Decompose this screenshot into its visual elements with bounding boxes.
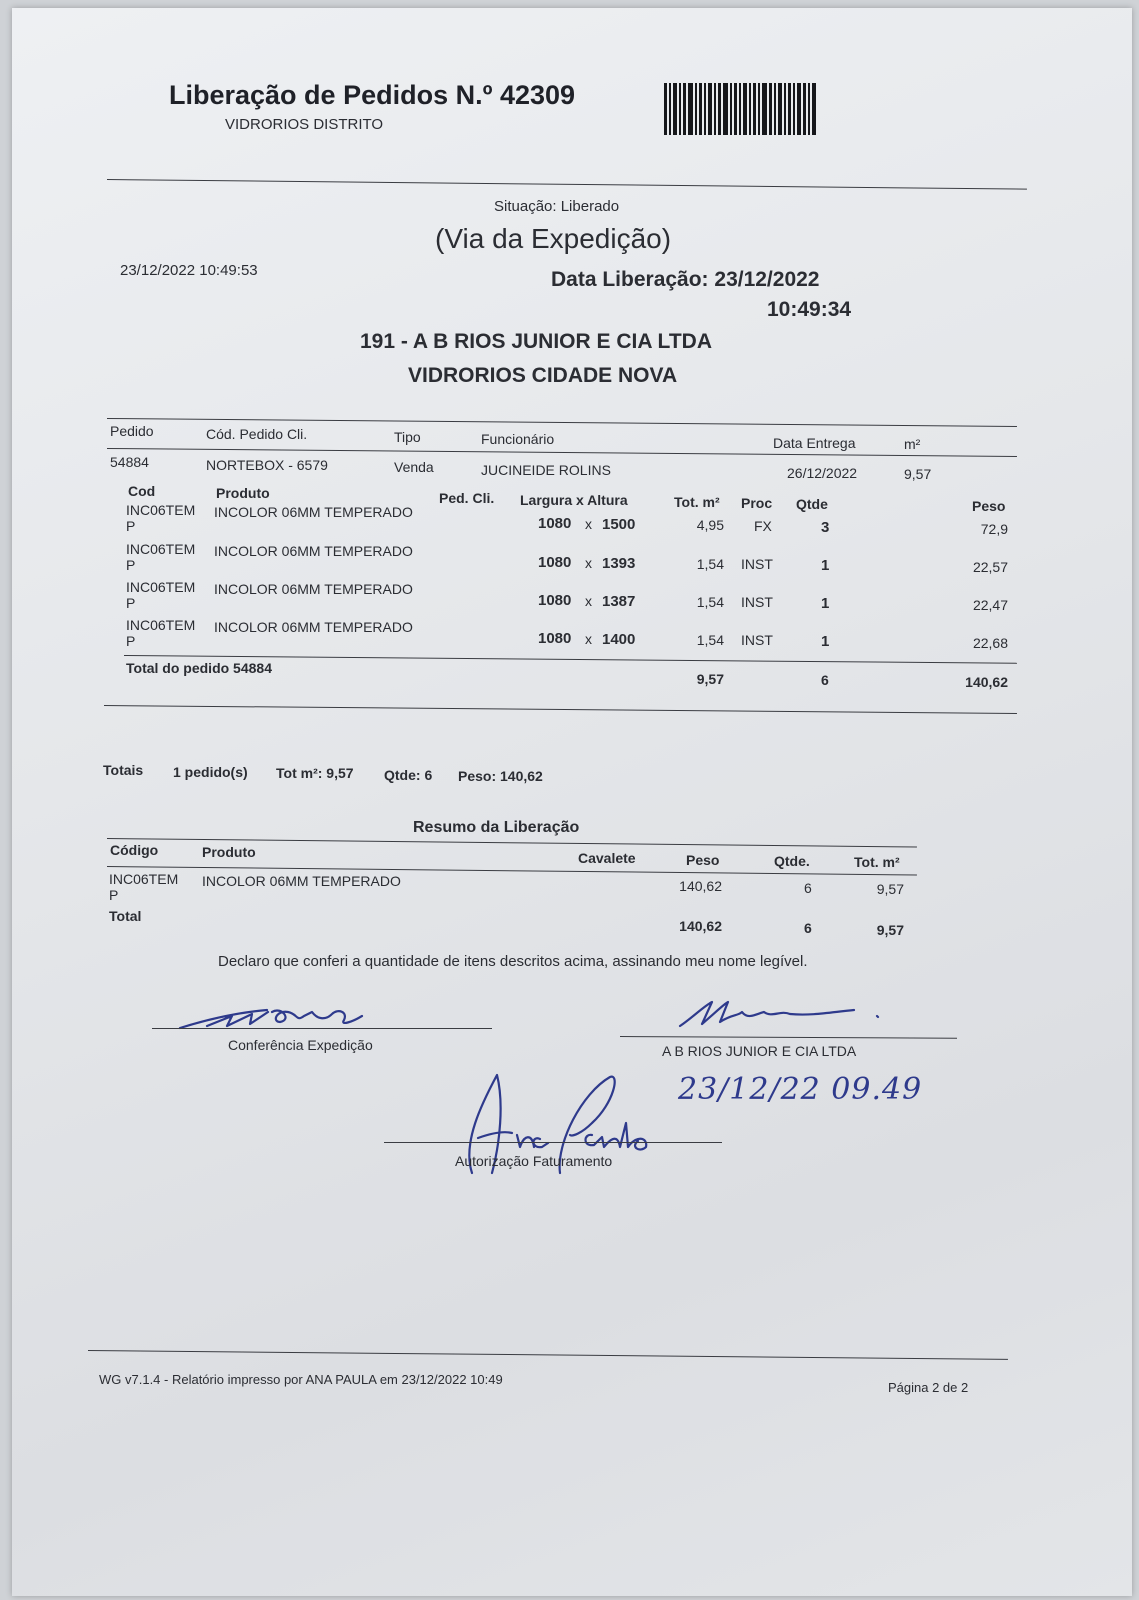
item-largura: 1080 <box>538 554 572 571</box>
item-proc: INST <box>741 556 773 572</box>
summary-col-qtde: Qtde. <box>774 853 810 869</box>
item-cod: INC06TEM P <box>126 617 196 649</box>
item-col-tot-m2: Tot. m² <box>674 494 720 510</box>
item-peso: 22,57 <box>972 559 1008 575</box>
handwritten-date: 23/12/22 09.49 <box>678 1072 923 1107</box>
order-funcionario-value: JUCINEIDE ROLINS <box>481 462 611 478</box>
item-produto: INCOLOR 06MM TEMPERADO <box>214 581 413 597</box>
item-col-cod: Cod <box>128 483 156 499</box>
item-x: x <box>585 555 592 571</box>
summary-total-m2: 9,57 <box>876 922 904 938</box>
col-funcionario: Funcionário <box>481 431 555 447</box>
footer-rule <box>88 1350 1008 1360</box>
item-cod: INC06TEM P <box>126 579 196 611</box>
col-cod-pedido-cli: Cód. Pedido Cli. <box>206 426 308 442</box>
release-date: Data Liberação: 23/12/2022 <box>551 268 820 291</box>
item-largura: 1080 <box>538 515 572 532</box>
item-cod: INC06TEM P <box>126 541 196 573</box>
copy-label: (Via da Expedição) <box>435 223 672 254</box>
col-pedido: Pedido <box>110 423 154 439</box>
footer-printed-by: WG v7.1.4 - Relatório impresso por ANA PAULA em 23/12/2022 10:49 <box>99 1372 503 1387</box>
status-label: Situação: Liberado <box>494 198 620 215</box>
item-proc: FX <box>754 518 772 534</box>
summary-total-label: Total <box>109 908 142 924</box>
document-page <box>12 8 1132 1596</box>
summary-col-cavalete: Cavalete <box>578 850 636 866</box>
order-data-entrega-value: 26/12/2022 <box>787 465 858 481</box>
item-tot-m2: 4,95 <box>696 517 724 533</box>
item-col-qtde: Qtde <box>796 496 828 512</box>
item-col-produto: Produto <box>216 485 270 501</box>
item-altura: 1500 <box>602 516 636 533</box>
totals-label: Totais <box>103 762 144 778</box>
item-tot-m2: 1,54 <box>696 594 724 610</box>
printed-at: 23/12/2022 10:49:53 <box>120 262 258 279</box>
signature-line-left <box>152 1028 492 1029</box>
col-m2: m² <box>904 436 921 452</box>
document-title: Liberação de Pedidos N.º 42309 <box>169 80 576 110</box>
release-time: 10:49:34 <box>767 298 852 321</box>
summary-title: Resumo da Liberação <box>413 819 580 836</box>
totals-peso: Peso: 140,62 <box>458 768 543 784</box>
item-tot-m2: 1,54 <box>696 632 724 648</box>
summary-col-codigo: Código <box>110 842 159 858</box>
col-data-entrega: Data Entrega <box>773 435 856 451</box>
item-produto: INCOLOR 06MM TEMPERADO <box>214 504 413 520</box>
item-produto: INCOLOR 06MM TEMPERADO <box>214 619 413 635</box>
item-col-peso: Peso <box>972 498 1006 514</box>
summary-peso: 140,62 <box>679 878 722 894</box>
item-col-largura-altura: Largura x Altura <box>520 492 628 508</box>
item-proc: INST <box>741 594 773 610</box>
summary-produto: INCOLOR 06MM TEMPERADO <box>202 873 401 889</box>
item-col-ped-cli: Ped. Cli. <box>439 490 495 506</box>
order-total-m2: 9,57 <box>696 671 724 687</box>
order-m2-value: 9,57 <box>904 466 932 482</box>
order-total-label: Total do pedido 54884 <box>126 660 272 676</box>
signature-client <box>672 994 892 1034</box>
col-tipo: Tipo <box>394 429 421 445</box>
declaration-text: Declaro que conferi a quantidade de itens descritos acima, assinando meu nome legível. <box>218 953 808 970</box>
signature-label-left: Conferência Expedição <box>228 1037 373 1053</box>
item-tot-m2: 1,54 <box>696 556 724 572</box>
totals-qtde: Qtde: 6 <box>384 767 433 783</box>
order-cod-cli-value: NORTEBOX - 6579 <box>206 457 328 473</box>
summary-qtde: 6 <box>804 880 812 896</box>
item-proc: INST <box>741 632 773 648</box>
item-col-proc: Proc <box>741 495 773 511</box>
signature-label-auth: Autorização Faturamento <box>455 1153 613 1169</box>
item-peso: 72,9 <box>980 521 1008 537</box>
item-qtde: 1 <box>821 557 830 574</box>
summary-col-produto: Produto <box>202 844 256 860</box>
item-altura: 1387 <box>602 593 636 610</box>
item-peso: 22,47 <box>972 597 1008 613</box>
summary-cod: INC06TEM P <box>109 871 179 903</box>
document-subtitle: VIDRORIOS DISTRITO <box>225 116 384 133</box>
client-store: VIDRORIOS CIDADE NOVA <box>408 364 678 387</box>
item-x: x <box>585 516 592 532</box>
order-pedido-value: 54884 <box>110 454 149 470</box>
order-tipo-value: Venda <box>394 459 434 475</box>
item-x: x <box>585 593 592 609</box>
item-produto: INCOLOR 06MM TEMPERADO <box>214 543 413 559</box>
item-largura: 1080 <box>538 630 572 647</box>
item-altura: 1393 <box>602 555 636 572</box>
item-x: x <box>585 631 592 647</box>
signature-conferencia <box>172 998 392 1038</box>
barcode <box>664 83 826 135</box>
item-qtde: 3 <box>821 519 830 536</box>
item-qtde: 1 <box>821 633 830 650</box>
signature-authorization <box>442 1063 682 1193</box>
totals-pedidos: 1 pedido(s) <box>173 764 248 780</box>
summary-col-tot-m2: Tot. m² <box>854 854 900 870</box>
item-cod: INC06TEM P <box>126 502 196 534</box>
item-qtde: 1 <box>821 595 830 612</box>
summary-total-qtde: 6 <box>804 920 812 936</box>
signature-line-auth <box>384 1142 722 1143</box>
item-peso: 22,68 <box>972 635 1008 651</box>
signature-line-right <box>620 1036 957 1039</box>
order-total-peso: 140,62 <box>965 674 1008 690</box>
order-header-rule <box>107 448 1017 457</box>
totals-m2: Tot m²: 9,57 <box>276 765 354 781</box>
item-largura: 1080 <box>538 592 572 609</box>
item-altura: 1400 <box>602 631 636 648</box>
signature-label-right: A B RIOS JUNIOR E CIA LTDA <box>662 1043 857 1059</box>
order-total-qtde: 6 <box>821 672 829 688</box>
client-name: 191 - A B RIOS JUNIOR E CIA LTDA <box>360 330 712 353</box>
summary-total-peso: 140,62 <box>679 918 722 934</box>
header-divider <box>107 179 1027 190</box>
summary-col-peso: Peso <box>686 852 720 868</box>
order-block-end-rule <box>104 705 1017 714</box>
footer-page-number: Página 2 de 2 <box>888 1380 969 1395</box>
summary-tot-m2: 9,57 <box>876 881 904 897</box>
